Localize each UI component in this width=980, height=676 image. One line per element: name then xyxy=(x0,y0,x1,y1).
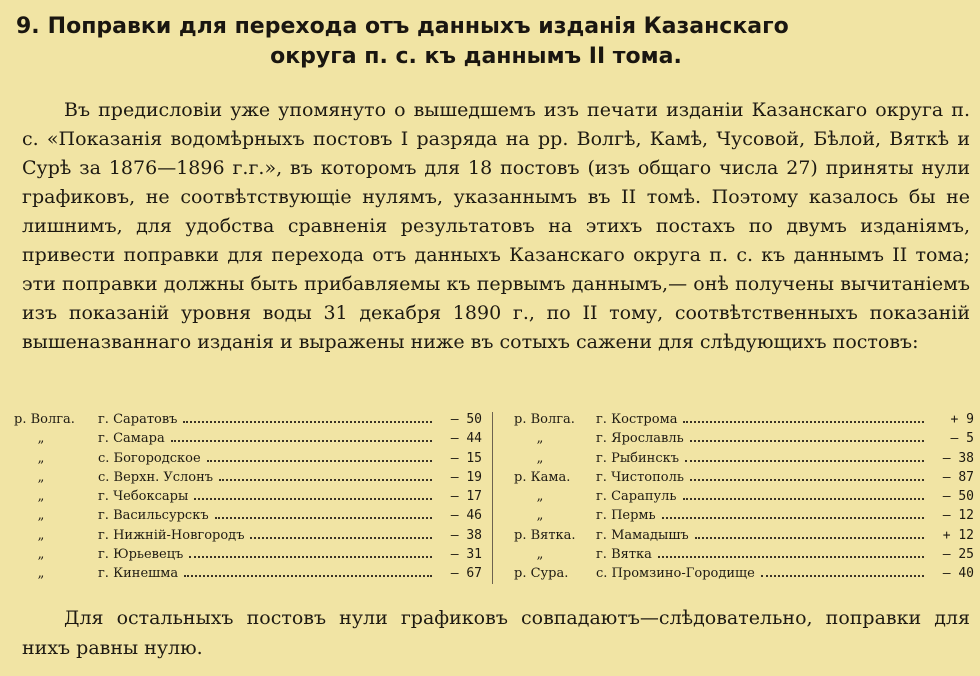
correction-value: — 15 xyxy=(450,450,482,466)
correction-value: — 31 xyxy=(450,547,482,563)
table-row xyxy=(14,468,482,487)
table-row xyxy=(14,564,482,583)
ditto-mark: „ xyxy=(37,566,45,582)
ditto-mark: „ xyxy=(536,450,544,466)
dot-leader xyxy=(685,460,924,462)
body-paragraph: Въ предисловіи уже упомянуто о вышедшемъ изъ печати изданіи Казанскаго округа п. с. «Показанія водомѣрныхъ постовъ I разряда на рр. Волгѣ, Камѣ, Чусовой, Бѣлой, Вяткѣ и Сурѣ за 1876—1896 г.г.», въ которомъ для 18 постовъ (изъ общаго числа 27) приняты нули графиковъ, не соотвѣтствующіе нулямъ, указаннымъ въ II томѣ. Поэтому казалось бы не лишнимъ, для удобства сравненія результатовъ на этихъ постахъ по двумъ изданіямъ, привести поправки для перехода отъ данныхъ Казанскаго округа п. с. къ даннымъ II тома; эти поправки должны быть прибавляемы къ первымъ даннымъ,— онѣ получены вычитаніемъ изъ показаній уровня воды 31 декабря 1890 г., по II тому, соотвѣтственныхъ показаній вышеназваннаго изданія и выражены ниже въ сотыхъ сажени для слѣдующихъ постовъ: xyxy=(22,99,970,353)
ditto-mark: „ xyxy=(37,547,45,563)
dot-leader xyxy=(658,556,924,558)
station-name: г. Юрьевецъ xyxy=(98,547,184,563)
correction-value: — 25 xyxy=(942,547,974,563)
station-name: с. Верхн. Услонъ xyxy=(98,469,214,485)
dot-leader xyxy=(250,537,432,539)
ditto-mark: „ xyxy=(37,450,45,466)
table-row xyxy=(514,487,974,506)
correction-value: — 38 xyxy=(942,450,974,466)
station-name: г. Кострома xyxy=(596,412,678,427)
table-row xyxy=(14,487,482,506)
station-name: с. Богородское xyxy=(98,450,201,466)
river-name: р. Вятка. xyxy=(514,527,576,543)
table-row xyxy=(14,526,482,545)
correction-value: + 12 xyxy=(942,527,974,543)
station-name: г. Рыбинскъ xyxy=(596,450,680,466)
correction-value: — 67 xyxy=(450,566,482,582)
ditto-mark: „ xyxy=(536,489,544,505)
correction-value: — 19 xyxy=(450,469,482,485)
station-name: г. Вятка xyxy=(596,547,652,563)
table-row xyxy=(514,545,974,564)
ditto-mark: „ xyxy=(536,547,544,563)
station-name: г. Чебоксары xyxy=(98,489,189,505)
table-row xyxy=(14,506,482,525)
dot-leader xyxy=(215,517,432,519)
dot-leader xyxy=(662,517,924,519)
station-name: г. Пермь xyxy=(596,508,656,524)
river-name: р. Сура. xyxy=(514,566,569,582)
correction-value: — 40 xyxy=(942,566,974,582)
correction-value: + 9 xyxy=(950,412,974,427)
ditto-mark: „ xyxy=(536,431,544,447)
dot-leader xyxy=(219,479,432,481)
table-row xyxy=(14,449,482,468)
correction-value: — 5 xyxy=(950,431,974,447)
table-row xyxy=(514,564,974,583)
station-name: г. Саратовъ xyxy=(98,412,178,427)
heading-line-1 xyxy=(16,12,966,42)
dot-leader xyxy=(184,575,432,577)
correction-value: — 17 xyxy=(450,489,482,505)
station-name: г. Чистополь xyxy=(596,469,684,485)
table-row xyxy=(514,449,974,468)
section-number: 9. xyxy=(16,14,40,39)
closing-paragraph: Для остальныхъ постовъ нули графиковъ совпадаютъ—слѣдовательно, поправки для нихъ равны нулю. xyxy=(22,607,970,659)
ditto-mark: „ xyxy=(37,508,45,524)
corrections-table-right xyxy=(514,410,974,584)
table-row xyxy=(14,429,482,448)
station-name: с. Промзино-Городище xyxy=(596,566,755,582)
correction-value: — 50 xyxy=(450,412,482,427)
correction-value: — 50 xyxy=(942,489,974,505)
dot-leader xyxy=(683,421,924,423)
correction-value: — 38 xyxy=(450,527,482,543)
table-row xyxy=(514,526,974,545)
river-name: р. Кама. xyxy=(514,469,571,485)
heading-text-1: Поправки для перехода отъ данныхъ изданія Казанскаго xyxy=(47,14,789,39)
heading-line-2: округа п. с. къ даннымъ II тома. xyxy=(270,44,682,69)
station-name: г. Кинешма xyxy=(98,566,179,582)
river-name: р. Волга. xyxy=(514,412,575,427)
station-name: г. Ярославль xyxy=(596,431,684,447)
dot-leader xyxy=(690,479,924,481)
correction-value: — 46 xyxy=(450,508,482,524)
station-name: г. Васильсурскъ xyxy=(98,508,209,524)
dot-leader xyxy=(171,440,432,442)
corrections-table-left xyxy=(14,410,482,584)
dot-leader xyxy=(207,460,432,462)
river-name: р. Волга. xyxy=(14,412,75,427)
ditto-mark: „ xyxy=(536,508,544,524)
column-divider xyxy=(492,412,493,584)
ditto-mark: „ xyxy=(37,469,45,485)
table-row xyxy=(514,506,974,525)
dot-leader xyxy=(683,498,925,500)
correction-value: — 87 xyxy=(942,469,974,485)
dot-leader xyxy=(194,498,432,500)
section-heading xyxy=(16,12,966,72)
correction-value: — 44 xyxy=(450,431,482,447)
dot-leader xyxy=(690,440,924,442)
table-row xyxy=(14,545,482,564)
station-name: г. Нижній-Новгородъ xyxy=(98,527,245,543)
dot-leader xyxy=(183,421,432,423)
ditto-mark: „ xyxy=(37,527,45,543)
dot-leader xyxy=(189,556,432,558)
station-name: г. Мамадышъ xyxy=(596,527,689,543)
table-row xyxy=(514,468,974,487)
table-row xyxy=(514,410,974,429)
station-name: г. Самара xyxy=(98,431,165,447)
ditto-mark: „ xyxy=(37,489,45,505)
correction-value: — 12 xyxy=(942,508,974,524)
table-row xyxy=(514,429,974,448)
ditto-mark: „ xyxy=(37,431,45,447)
station-name: г. Сарапуль xyxy=(596,489,677,505)
table-row xyxy=(14,410,482,429)
dot-leader xyxy=(695,537,924,539)
dot-leader xyxy=(761,575,924,577)
